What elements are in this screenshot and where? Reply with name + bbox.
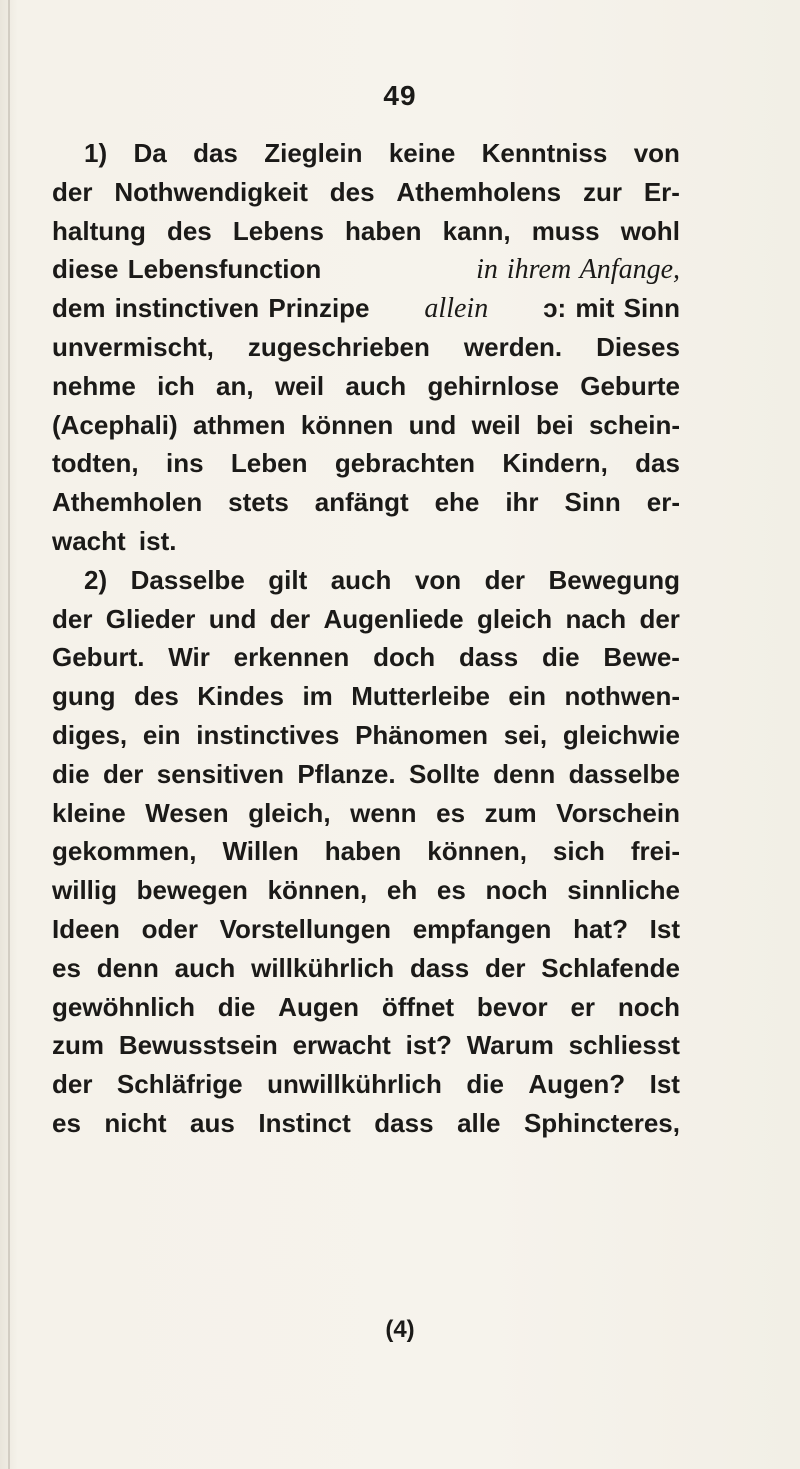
text-line: gekommen, Willen haben können, sich frei- bbox=[52, 836, 680, 867]
text-line: unvermischt, zugeschrieben werden. Dieses bbox=[52, 331, 680, 362]
text-line: gung des Kindes im Mutterleibe ein nothwen- bbox=[52, 681, 680, 712]
signature-mark: (4) bbox=[385, 1316, 415, 1343]
text-line: 2) Dasselbe gilt auch von der Bewegung bbox=[84, 564, 680, 595]
text-line: es denn auch willkührlich dass der Schlafende bbox=[52, 952, 680, 983]
text-line: zum Bewusstsein erwacht ist? Warum schliesst bbox=[52, 1030, 680, 1061]
text-line: es nicht aus Instinct dass alle Sphincteres, bbox=[52, 1107, 680, 1138]
text-line: diges, ein instinctives Phänomen sei, gleichwie bbox=[52, 719, 680, 750]
page-gutter bbox=[8, 0, 10, 1469]
text-line: todten, ins Leben gebrachten Kindern, das bbox=[52, 448, 680, 479]
emphasis-text: allein bbox=[424, 293, 489, 325]
emphasis-text: in ihrem Anfange, bbox=[476, 254, 680, 286]
text-line: Ideen oder Vorstellungen empfangen hat? Ist bbox=[52, 913, 680, 944]
text-line: diese Lebensfunction in ihrem Anfange, bbox=[52, 254, 680, 286]
text-line: der Glieder und der Augenliede gleich nach der bbox=[52, 603, 680, 634]
text-line: gewöhnlich die Augen öffnet bevor er noch bbox=[52, 991, 680, 1022]
text-line: nehme ich an, weil auch gehirnlose Geburte bbox=[52, 370, 680, 401]
text-line: die der sensitiven Pflanze. Sollte denn dasselbe bbox=[52, 758, 680, 789]
text-line: 1) Da das Zieglein keine Kenntniss von bbox=[84, 138, 680, 168]
text-line: haltung des Lebens haben kann, muss wohl bbox=[52, 215, 680, 246]
text-line: kleine Wesen gleich, wenn es zum Vorschein bbox=[52, 797, 680, 828]
body-text bbox=[52, 138, 680, 1147]
text-line: der Nothwendigkeit des Athemholens zur Er- bbox=[52, 176, 680, 207]
text-line: Athemholen stets anfängt ehe ihr Sinn er- bbox=[52, 487, 680, 518]
text-line: Geburt. Wir erkennen doch dass die Bewe- bbox=[52, 642, 680, 673]
text-line: (Acephali) athmen können und weil bei schein- bbox=[52, 409, 680, 440]
text-line: wacht ist. bbox=[52, 525, 177, 556]
text-line: der Schläfrige unwillkührlich die Augen? Ist bbox=[52, 1069, 680, 1100]
page-number: 49 bbox=[383, 80, 417, 111]
text-line: willig bewegen können, eh es noch sinnliche bbox=[52, 875, 680, 906]
text-line: dem instinctiven Prinzipe allein ɔ: mit Sinn bbox=[52, 293, 680, 325]
